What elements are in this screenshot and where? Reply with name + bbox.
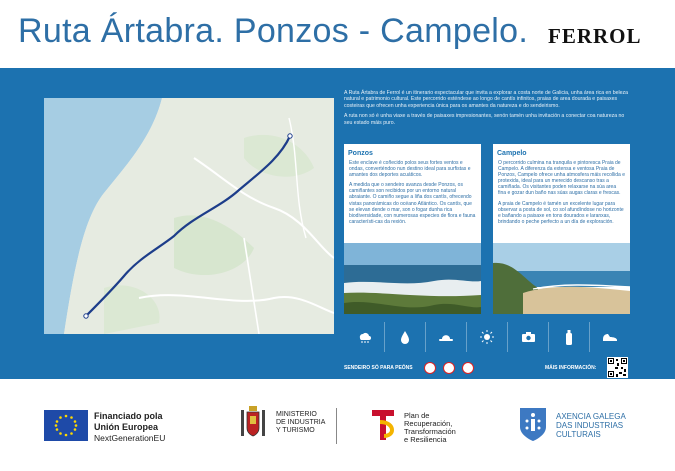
more-info-label: MÁIS INFORMACIÓN:	[545, 365, 597, 371]
eu-funding-line1: Financiado pola	[94, 411, 163, 421]
galicia-shield-icon	[517, 405, 549, 443]
recommendations-icons	[344, 322, 630, 352]
card-paragraph: Este enclave é coñecido polos seus fortes ventos e ondas, converténdoo nun destino ideal para surfistas e amantes dos deportes acuáticos.	[349, 160, 471, 179]
agency-line3: CULTURAIS	[556, 430, 601, 439]
ministry-line2: DE INDUSTRIA	[276, 419, 326, 426]
ministry-line1: MINISTERIO	[276, 411, 317, 418]
campelo-card	[493, 144, 630, 314]
campelo-photo	[493, 243, 630, 314]
plan-line3: Transformación	[404, 427, 456, 436]
intro-paragraph: A Ruta Ártabra de Ferrol é un itinerario espectacular que invita a explorar a costa norte de Galicia, unha área rica en beleza natural e patrimonio cultural. Este percorrido esténdese ao longo de cantís infinitos, praias de area dourada e paisaxes costeiras que ofrecen unha experiencia única para os amantes da natureza e do sendeirismo.	[344, 90, 629, 109]
ponzos-photo	[344, 243, 481, 314]
route-map	[44, 98, 334, 334]
no-car-icon	[462, 362, 474, 374]
ponzos-card	[344, 144, 481, 314]
card-paragraph: O percorrido culmina na tranquila e pintoresca Praia de Campelo. A diferenza da extensa e ventosa Praia de Ponzos, Campelo ofrece unha atmosfera máis recollida e protexida, ideal para un merecido descanso tras a camiñada. Os visitantes poden relaxarse na súa area fina e gozar dun baño nas súas augas claras e frescas.	[498, 160, 626, 197]
weather-icon	[344, 322, 384, 352]
water-drop-icon	[384, 322, 425, 352]
page-title: Ruta Ártabra. Ponzos - Campelo.	[18, 12, 529, 50]
intro-paragraph: A ruta non só é unha viaxe a través de paisaxes impresionantes, senón tamén unha invitación a conectar coa natureza no seu estado máis puro.	[344, 113, 625, 126]
plan-line2: Recuperación,	[404, 419, 453, 428]
map-svg	[44, 98, 334, 334]
card-paragraph: A medida que o sendeiro avanza desde Ponzos, os camiñantes son recibidos por un entorno natural abraiante. O camiño segue a liña dos cantís, ofrecendo vistas panorámicas do océano Atlántico. Os cantís, que se elevan dende o mar, son o fogar dunha rica biodiversidade, con numerosas especies de flora e fauna característi-cas da rexión.	[349, 182, 476, 225]
ferrol-logo: FERROL	[548, 24, 642, 48]
no-motorbike-icon	[443, 362, 455, 374]
intro-text	[344, 90, 629, 130]
sun-icon	[466, 322, 507, 352]
route-start-marker	[288, 134, 292, 138]
recovery-plan-logo	[370, 408, 398, 442]
bottle-icon	[548, 322, 589, 352]
plan-line1: Plan de	[404, 411, 430, 420]
card-title: Campelo	[497, 150, 527, 157]
card-title: Ponzos	[348, 150, 373, 157]
agency-line1: AXENCIA GALEGA	[556, 412, 626, 421]
route-end-marker	[84, 314, 88, 318]
spain-coat-of-arms-icon	[238, 404, 268, 444]
plan-line4: e Resiliencia	[404, 435, 447, 444]
ministry-line3: Y TURISMO	[276, 427, 315, 434]
card-paragraph: A praia de Campelo é tamén un excelente lugar para observar a posta de sol, co sol afundíndose no horizonte e bañando a paisaxe en tons dourados e laranxas, brindando o peche perfecto a un día de exploración.	[498, 200, 624, 225]
eu-flag-logo	[44, 410, 88, 441]
walkers-only-label: SENDEIRO SÓ PARA PEÓNS	[344, 365, 413, 371]
shoe-icon	[589, 322, 630, 352]
divider	[336, 408, 337, 444]
qr-code[interactable]	[607, 357, 628, 378]
eu-funding-line3: NextGenerationEU	[94, 433, 166, 443]
no-bicycle-icon	[424, 362, 436, 374]
eu-funding-line2: Unión Europea	[94, 422, 159, 432]
camera-icon	[507, 322, 548, 352]
agency-line2: DAS INDUSTRIAS	[556, 421, 624, 430]
hat-icon	[425, 322, 466, 352]
